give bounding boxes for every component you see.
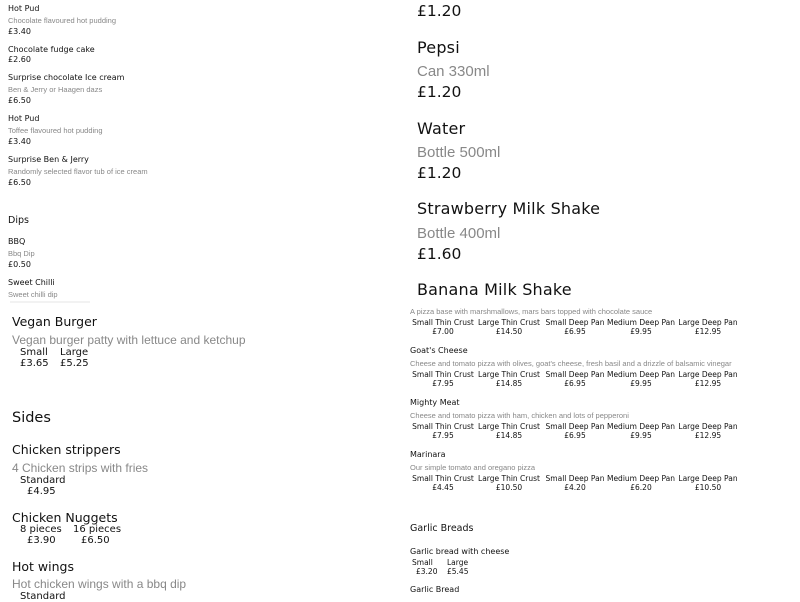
size-label[interactable]: Small Deep Pan [545, 318, 605, 327]
size-label[interactable]: Medium Deep Pan [606, 474, 676, 483]
size-price: £6.95 [564, 431, 586, 440]
menu-item-name[interactable]: Garlic Bread [410, 585, 460, 594]
menu-item-name[interactable]: Sweet Chilli [8, 278, 55, 287]
size-label[interactable]: Small [412, 558, 433, 567]
menu-item-price: £6.50 [8, 178, 31, 187]
size-price: £14.85 [495, 431, 523, 440]
menu-item-price: £1.20 [417, 2, 462, 20]
menu-item-desc: Randomly selected flavor tub of ice cream [8, 167, 148, 176]
section-heading-garlic-breads: Garlic Breads [410, 523, 474, 534]
section-heading-sides: Sides [12, 410, 51, 426]
size-price: £12.95 [694, 379, 722, 388]
menu-item-desc: A pizza base with marshmallows, mars bars topped with chocolate sauce [410, 307, 653, 316]
menu-item-name[interactable]: Goat's Cheese [410, 346, 468, 355]
size-price: £7.95 [432, 379, 454, 388]
menu-item-desc: Vegan burger patty with lettuce and ketchup [12, 333, 246, 347]
menu-item-price: £1.20 [417, 83, 462, 101]
menu-item-desc: Chocolate flavoured hot pudding [8, 16, 116, 25]
size-price: £6.50 [81, 535, 110, 546]
size-label[interactable]: Large Thin Crust [478, 318, 540, 327]
menu-item-price: £1.60 [417, 245, 462, 263]
size-price: £10.50 [694, 483, 722, 492]
menu-item-desc: Our simple tomato and oregano pizza [410, 463, 536, 472]
size-label[interactable]: 8 pieces [20, 524, 62, 535]
menu-item-name[interactable]: Chicken Nuggets [12, 510, 118, 525]
menu-item-desc: 4 Chicken strips with fries [12, 461, 149, 475]
menu-item-name[interactable]: Chocolate fudge cake [8, 45, 95, 54]
size-price: £4.95 [27, 486, 56, 497]
size-price: £14.50 [495, 327, 523, 336]
menu-item-name[interactable]: Surprise Ben & Jerry [8, 155, 89, 164]
size-price: £12.95 [694, 431, 722, 440]
size-price: £4.20 [564, 483, 586, 492]
size-price: £10.50 [495, 483, 523, 492]
menu-item-desc: Cheese and tomato pizza with olives, goat's cheese, fresh basil and a drizzle of balsamic vinegar [410, 359, 732, 368]
size-price: £7.95 [432, 431, 454, 440]
menu-item-name[interactable]: Strawberry Milk Shake [417, 199, 601, 218]
menu-item-name[interactable]: Chicken strippers [12, 442, 121, 457]
menu-item-name[interactable]: Mighty Meat [410, 398, 460, 407]
size-label[interactable]: Medium Deep Pan [606, 422, 676, 431]
size-label[interactable]: Standard [20, 475, 66, 486]
menu-item-name[interactable]: BBQ [8, 237, 26, 246]
size-label[interactable]: Medium Deep Pan [606, 370, 676, 379]
size-price: £14.85 [495, 379, 523, 388]
size-label[interactable]: Small Thin Crust [412, 318, 474, 327]
menu-item-name[interactable]: Pepsi [417, 38, 460, 57]
size-price: £3.90 [27, 535, 56, 546]
size-label[interactable]: Small Thin Crust [412, 422, 474, 431]
size-label[interactable]: Large Thin Crust [478, 422, 540, 431]
size-price: £6.20 [630, 483, 652, 492]
size-price: £6.95 [564, 379, 586, 388]
menu-item-desc: Bbq Dip [8, 249, 35, 258]
size-label[interactable]: Medium Deep Pan [606, 318, 676, 327]
menu-item-desc: Hot chicken wings with a bbq dip [12, 577, 187, 591]
size-label[interactable]: Small [20, 347, 48, 358]
menu-item-name[interactable]: Surprise chocolate Ice cream [8, 73, 125, 82]
menu-item-price: £0.50 [8, 260, 31, 269]
size-price: £5.25 [60, 358, 89, 369]
size-label[interactable]: Small Thin Crust [412, 474, 474, 483]
menu-item-name[interactable]: Hot Pud [8, 114, 40, 123]
size-label[interactable]: Large Deep Pan [678, 370, 738, 379]
size-label[interactable]: 16 pieces [73, 524, 122, 535]
section-heading-dips: Dips [8, 215, 29, 226]
menu-item-desc: Bottle 400ml [417, 225, 501, 242]
size-label[interactable]: Large Deep Pan [678, 318, 738, 327]
size-label[interactable]: Small Thin Crust [412, 370, 474, 379]
size-label[interactable]: Small Deep Pan [545, 370, 605, 379]
menu-item-desc: Toffee flavoured hot pudding [8, 126, 103, 135]
menu-item-name[interactable]: Hot Pud [8, 4, 40, 13]
size-price: £6.95 [564, 327, 586, 336]
menu-item-price: £3.40 [8, 137, 31, 146]
size-label[interactable]: Large [60, 347, 89, 358]
size-label[interactable]: Standard [20, 591, 66, 602]
size-price: £9.95 [630, 327, 652, 336]
menu-item-price: £3.40 [8, 27, 31, 36]
size-label[interactable]: Large Deep Pan [678, 422, 738, 431]
menu-item-desc: Can 330ml [417, 63, 490, 80]
size-price: £5.45 [447, 567, 469, 576]
size-price: £4.45 [432, 483, 454, 492]
menu-item-price: £6.50 [8, 96, 31, 105]
menu-item-desc: Bottle 500ml [417, 144, 501, 161]
menu-item-desc: Cheese and tomato pizza with ham, chicken and lots of pepperoni [410, 411, 629, 420]
size-price: £9.95 [630, 379, 652, 388]
menu-item-price: £1.20 [417, 164, 462, 182]
size-label[interactable]: Small Deep Pan [545, 422, 605, 431]
size-label[interactable]: Large Thin Crust [478, 474, 540, 483]
size-label[interactable]: Large Deep Pan [678, 474, 738, 483]
menu-item-price: £2.60 [8, 55, 31, 64]
menu-item-desc: Sweet chilli dip [8, 290, 58, 299]
menu-item-name[interactable]: Garlic bread with cheese [410, 547, 510, 556]
size-price: £3.20 [416, 567, 438, 576]
menu-item-name[interactable]: Hot wings [12, 559, 74, 574]
size-price: £9.95 [630, 431, 652, 440]
menu-item-desc: Ben & Jerry or Haagen dazs [8, 85, 103, 94]
size-label[interactable]: Small Deep Pan [545, 474, 605, 483]
menu-item-name[interactable]: Water [417, 119, 466, 138]
size-price: £7.00 [432, 327, 454, 336]
size-price: £12.95 [694, 327, 722, 336]
divider [10, 301, 90, 303]
size-label[interactable]: Large [447, 558, 469, 567]
size-price: £3.65 [20, 358, 49, 369]
size-label[interactable]: Large Thin Crust [478, 370, 540, 379]
menu-item-name[interactable]: Vegan Burger [12, 314, 97, 329]
menu-item-name[interactable]: Marinara [410, 450, 446, 459]
menu-item-name[interactable]: Banana Milk Shake [417, 280, 572, 299]
